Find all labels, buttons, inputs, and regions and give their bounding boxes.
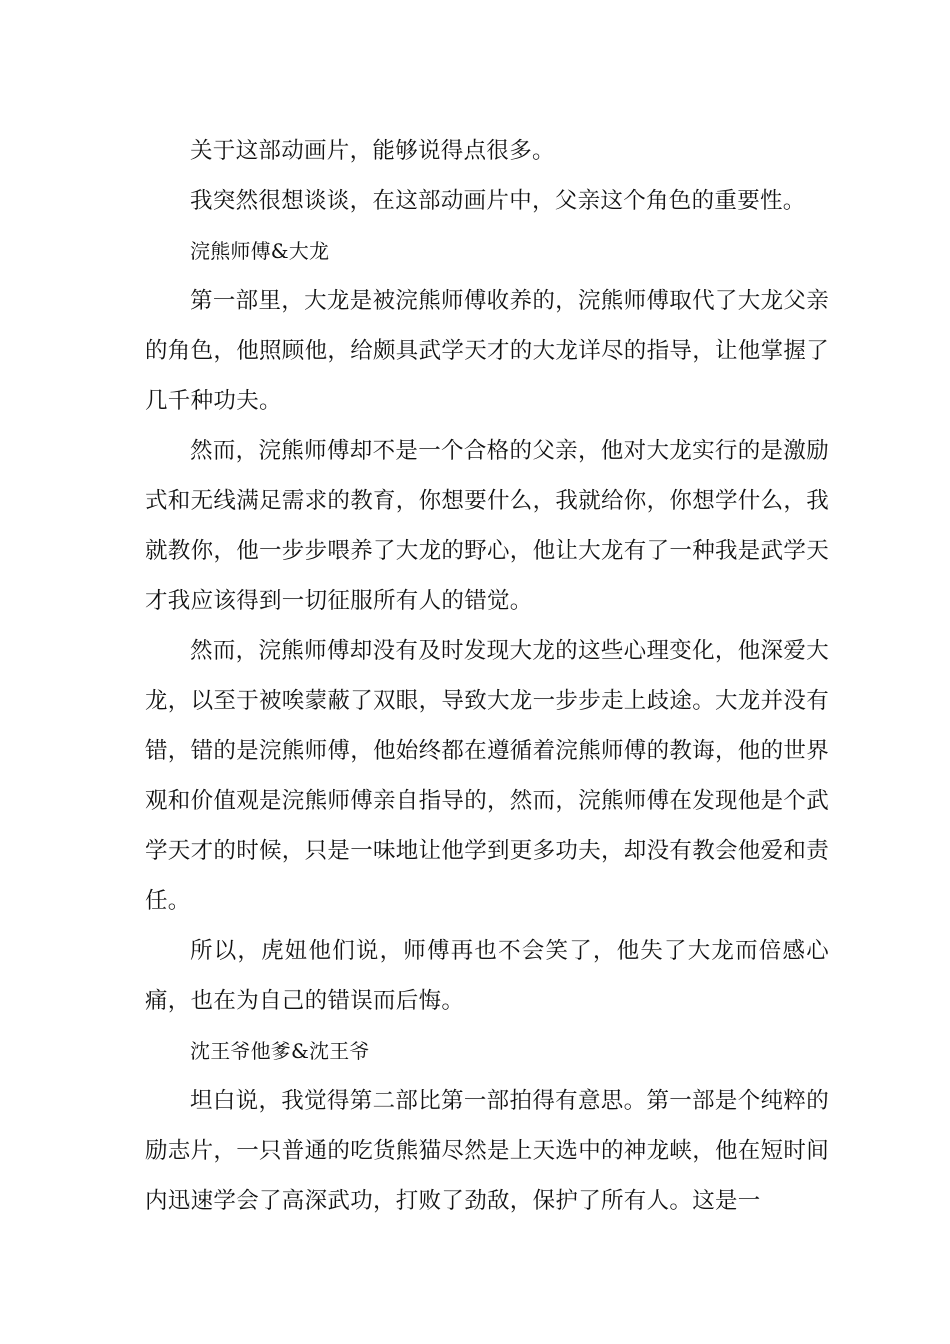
paragraph-body: 所以，虎妞他们说，师傅再也不会笑了，他失了大龙而倍感心痛，也在为自己的错误而后悔。 [145,938,829,1014]
paragraph-topic: 我突然很想谈谈，在这部动画片中，父亲这个角色的重要性。 [190,188,806,214]
section-heading-shifu-tailung: 浣熊师傅&大龙 [190,239,330,263]
paragraph-body: 然而，浣熊师傅却不是一个合格的父亲，他对大龙实行的是激励式和无线满足需求的教育，你想要什么，我就给你，你想学什么，我就教你，他一步步喂养了大龙的野心，他让大龙有了一种我是武学天才我应该得到一切征服所有人的错觉。 [145,438,830,614]
paragraph-body: 然而，浣熊师傅却没有及时发现大龙的这些心理变化，他深爱大龙，以至于被唉蒙蔽了双眼，导致大龙一步步走上歧途。大龙并没有错，错的是浣熊师傅，他始终都在遵循着浣熊师傅的教诲，他的世界观和价值观是浣熊师傅亲自指导的，然而，浣熊师傅在发现他是个武学天才的时候，只是一味地让他学到更多功夫，却没有教会他爱和责任。 [145,638,830,914]
document-body [145,126,829,1226]
section-heading-shen: 沈王爷他爹&沈王爷 [190,1039,370,1063]
paragraph-body: 第一部里，大龙是被浣熊师傅收养的，浣熊师傅取代了大龙父亲的角色，他照顾他，给颇具武学天才的大龙详尽的指导，让他掌握了几千种功夫。 [145,288,830,414]
paragraph-intro: 关于这部动画片，能够说得点很多。 [190,138,555,164]
paragraph-body: 坦白说，我觉得第二部比第一部拍得有意思。第一部是个纯粹的励志片，一只普通的吃货熊猫尽然是上天选中的神龙峡，他在短时间内迅速学会了高深武功，打败了劲敌，保护了所有人。这是一 [145,1088,830,1214]
